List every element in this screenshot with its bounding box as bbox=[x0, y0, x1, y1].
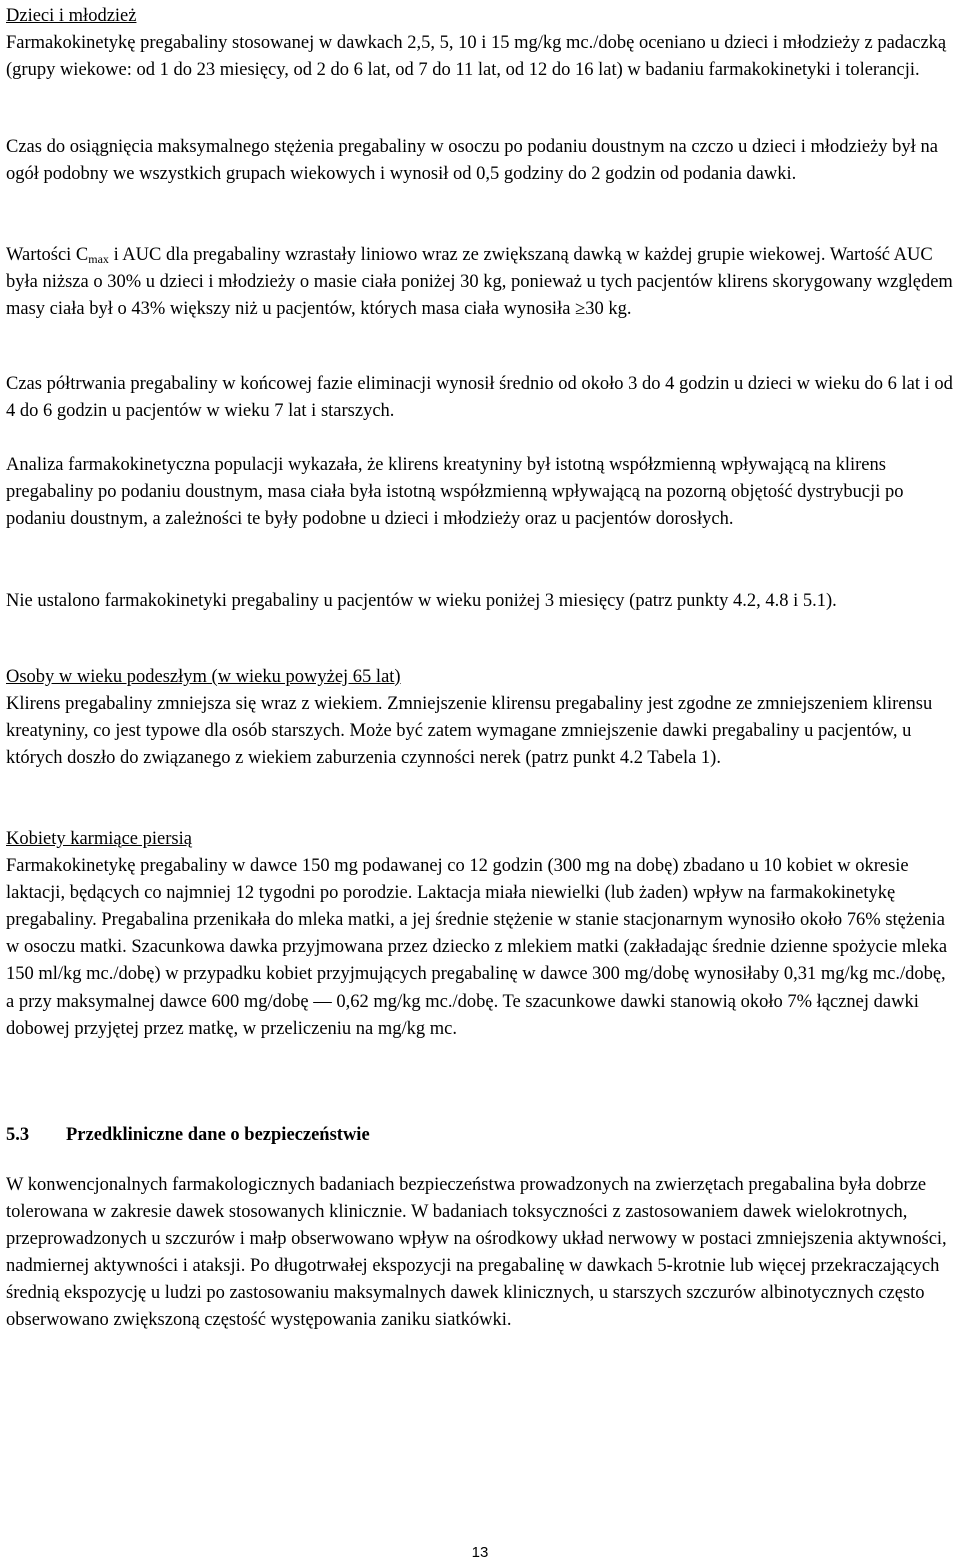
breastfeeding-paragraph: Farmakokinetykę pregabaliny w dawce 150 mg podawanej co 12 godzin (300 mg na dobę) zbadano u 10 kobiet w okresie laktacji, będących co najmniej 12 tygodni po porodzie. Laktacja miała niewielki (lub żaden) wpływ na farmakokinetykę pregabaliny. Pregabalina przenikała do mleka matki, a jej średnie stężenie w stanie stacjonarnym wynosiło około 76% stężenia w osoczu matki. Szacunkowa dawka przyjmowana przez dziecko z mlekiem matki (zakładając średnie dzienne spożycie mleka 150 ml/kg mc./dobę) w przypadku kobiet przyjmujących pregabalinę w dawce 300 mg/dobę wynosiłaby 0,31 mg/kg mc./dobę, a przy maksymalnej dawce 600 mg/dobę — 0,62 mg/kg mc./dobę. Te szacunkowe dawki stanowią około 7% łącznej dawki dobowej przyjętej przez matkę, w przeliczeniu na mg/kg mc. bbox=[6, 856, 948, 1039]
elderly-paragraph: Klirens pregabaliny zmniejsza się wraz z wiekiem. Zmniejszenie klirensu pregabaliny jest zgodne ze zmniejszeniem klirensu kreatyniny, co jest typowe dla osób starszych. Może być zatem wymagane zmniejszenie dawki pregabaliny u pacjentów, u których doszło do związanego z wiekiem zaburzenia czynności nerek (patrz punkt 4.2 Tabela 1). bbox=[6, 694, 933, 769]
children-paragraph-3 bbox=[6, 242, 954, 323]
preclinical-paragraph: W konwencjonalnych farmakologicznych badaniach bezpieczeństwa prowadzonych na zwierzętach pregabalina była dobrze tolerowana w zakresie dawek stosowanych klinicznie. W badaniach toksyczności z zastosowaniem dawek wielokrotnych, przeprowadzonych u szczurów i małp obserwowano wpływ na ośrodkowy układ nerwowy w postaci zmniejszenia aktywności, nadmiernej aktywności i ataksji. Po długotrwałej ekspozycji na pregabalinę w dawkach 5-krotnie lub więcej przekraczających średnią ekspozycję u ludzi po zastosowaniu maksymalnych dawek klinicznych, u starszych szczurów albinotycznych często obserwowano zwiększoną częstość występowania zaniku siatkówki. bbox=[6, 1175, 947, 1331]
children-paragraph-2-block bbox=[6, 134, 954, 188]
children-heading: Dzieci i młodzież bbox=[6, 6, 137, 26]
cmax-prefix: Wartości C bbox=[6, 245, 89, 265]
children-paragraph-6: Nie ustalono farmakokinetyki pregabaliny u pacjentów w wieku poniżej 3 miesięcy (patrz punkty 4.2, 4.8 i 5.1). bbox=[6, 591, 837, 611]
elderly-heading: Osoby w wieku podeszłym (w wieku powyżej 65 lat) bbox=[6, 667, 401, 687]
children-paragraph-5: Analiza farmakokinetyczna populacji wykazała, że klirens kreatyniny był istotną współzmienną wpływającą na klirens pregabaliny po podaniu doustnym, masa ciała była istotną współzmienną wpływającą na pozorną objętość dystrybucji po podaniu doustnym, a zależności te były podobne u dzieci i młodzieży oraz u pacjentów dorosłych. bbox=[6, 455, 904, 530]
section-title: Przedkliniczne dane o bezpieczeństwie bbox=[66, 1125, 370, 1145]
breastfeeding-heading: Kobiety karmiące piersią bbox=[6, 829, 192, 849]
children-paragraph-3-block bbox=[6, 242, 954, 323]
section-number: 5.3 bbox=[6, 1125, 30, 1145]
children-paragraph-1: Farmakokinetykę pregabaliny stosowanej w dawkach 2,5, 5, 10 i 15 mg/kg mc./dobę oceniano u dzieci i młodzieży z padaczką (grupy wiekowe: od 1 do 23 miesięcy, od 2 do 6 lat, od 7 do 11 lat, od 12 do 16 lat) w badaniu farmakokinetyki i tolerancji. bbox=[6, 33, 947, 81]
cmax-rest: i AUC dla pregabaliny wzrastały liniowo wraz ze zwiększaną dawką w każdej grupie wiekowej. Wartość AUC była niższa o 30% u dzieci i młodzieży o masie ciała poniżej 30 kg, ponieważ u tych pacjentów klirens skorygowany względem masy ciała był o 43% większy niż u pacjentów, których masa ciała wynosiła ≥30 kg. bbox=[6, 245, 953, 320]
section-5-3-body bbox=[6, 1172, 954, 1335]
children-paragraph-6-block bbox=[6, 588, 837, 615]
children-paragraph-4: Czas półtrwania pregabaliny w końcowej fazie eliminacji wynosił średnio od około 3 do 4 godzin u dzieci w wieku do 6 lat i od 4 do 6 godzin u pacjentów w wieku 7 lat i starszych. bbox=[6, 374, 953, 422]
elderly-section bbox=[6, 664, 954, 772]
children-paragraph-5-block bbox=[6, 452, 954, 533]
section-heading bbox=[6, 1122, 370, 1149]
breastfeeding-section bbox=[6, 826, 954, 1043]
cmax-subscript: max bbox=[88, 252, 109, 266]
section-5-3-heading-block bbox=[6, 1122, 370, 1176]
children-paragraph-2: Czas do osiągnięcia maksymalnego stężenia pregabaliny w osoczu po podaniu doustnym na czczo u dzieci i młodzieży był na ogół podobny we wszystkich grupach wiekowych i wynosił od 0,5 godziny do 2 godzin od podania dawki. bbox=[6, 137, 938, 185]
children-section bbox=[6, 3, 954, 84]
page-number: 13 bbox=[471, 1544, 489, 1561]
children-paragraph-4-block bbox=[6, 371, 954, 425]
